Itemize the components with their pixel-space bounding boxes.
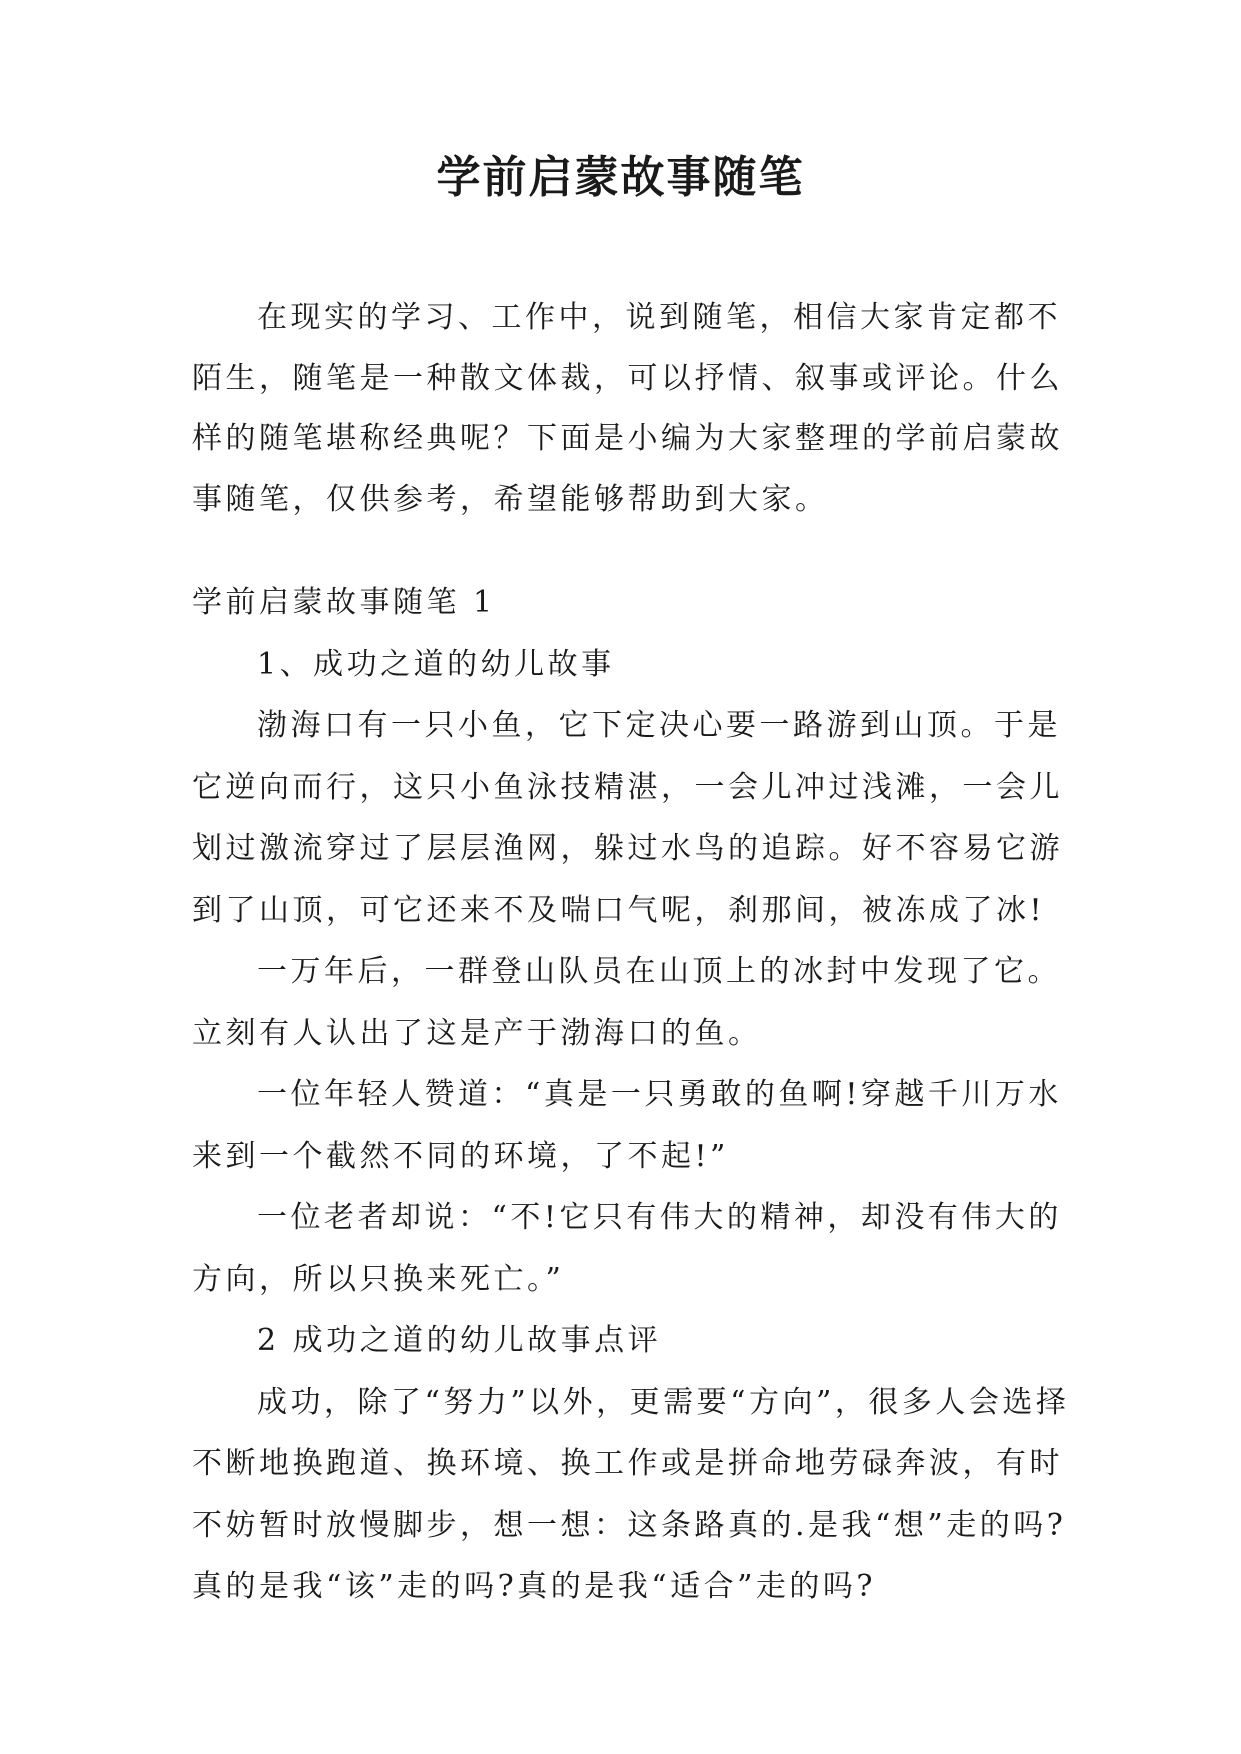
story-paragraph-3: 一位年轻人赞道：“真是一只勇敢的鱼啊!穿越千川万水来到一个截然不同的环境，了不起!” bbox=[192, 1077, 1062, 1174]
story-subheading-2: 2 成功之道的幼儿故事点评 bbox=[257, 1323, 662, 1358]
story-subheading-1: 1、成功之道的幼儿故事 bbox=[257, 646, 615, 682]
section-heading: 学前启蒙故事随笔 1 bbox=[192, 585, 496, 620]
story-section bbox=[192, 572, 1072, 1618]
story-paragraph-4: 一位老者却说：“不!它只有伟大的精神，却没有伟大的方向，所以只换来死亡。” bbox=[192, 1200, 1062, 1297]
commentary-paragraph: 成功，除了“努力”以外，更需要“方向”，很多人会选择不断地换跑道、换环境、换工作或是拼命地劳碌奔波，有时不妨暂时放慢脚步，想一想：这条路真的.是我“想”走的吗?真的是我“该”走的吗?真的是我“适合”走的吗? bbox=[192, 1384, 1070, 1604]
document-title: 学前启蒙故事随笔 bbox=[436, 152, 805, 203]
story-paragraph-2: 一万年后，一群登山队员在山顶上的冰封中发现了它。立刻有人认出了这是产于渤海口的鱼。 bbox=[192, 954, 1061, 1051]
intro-paragraph: 在现实的学习、工作中，说到随笔，相信大家肯定都不陌生，随笔是一种散文体裁，可以抒情、叙事或评论。什么样的随笔堪称经典呢？下面是小编为大家整理的学前启蒙故事随笔，仅供参考，希望能够帮助到大家。 bbox=[192, 300, 1063, 517]
story-paragraph-1: 渤海口有一只小鱼，它下定决心要一路游到山顶。于是它逆向而行，这只小鱼泳技精湛，一会儿冲过浅滩，一会儿划过激流穿过了层层渔网，躲过水鸟的追踪。好不容易它游到了山顶，可它还来不及喘口气呢，刹那间，被冻成了冰! bbox=[192, 708, 1063, 928]
